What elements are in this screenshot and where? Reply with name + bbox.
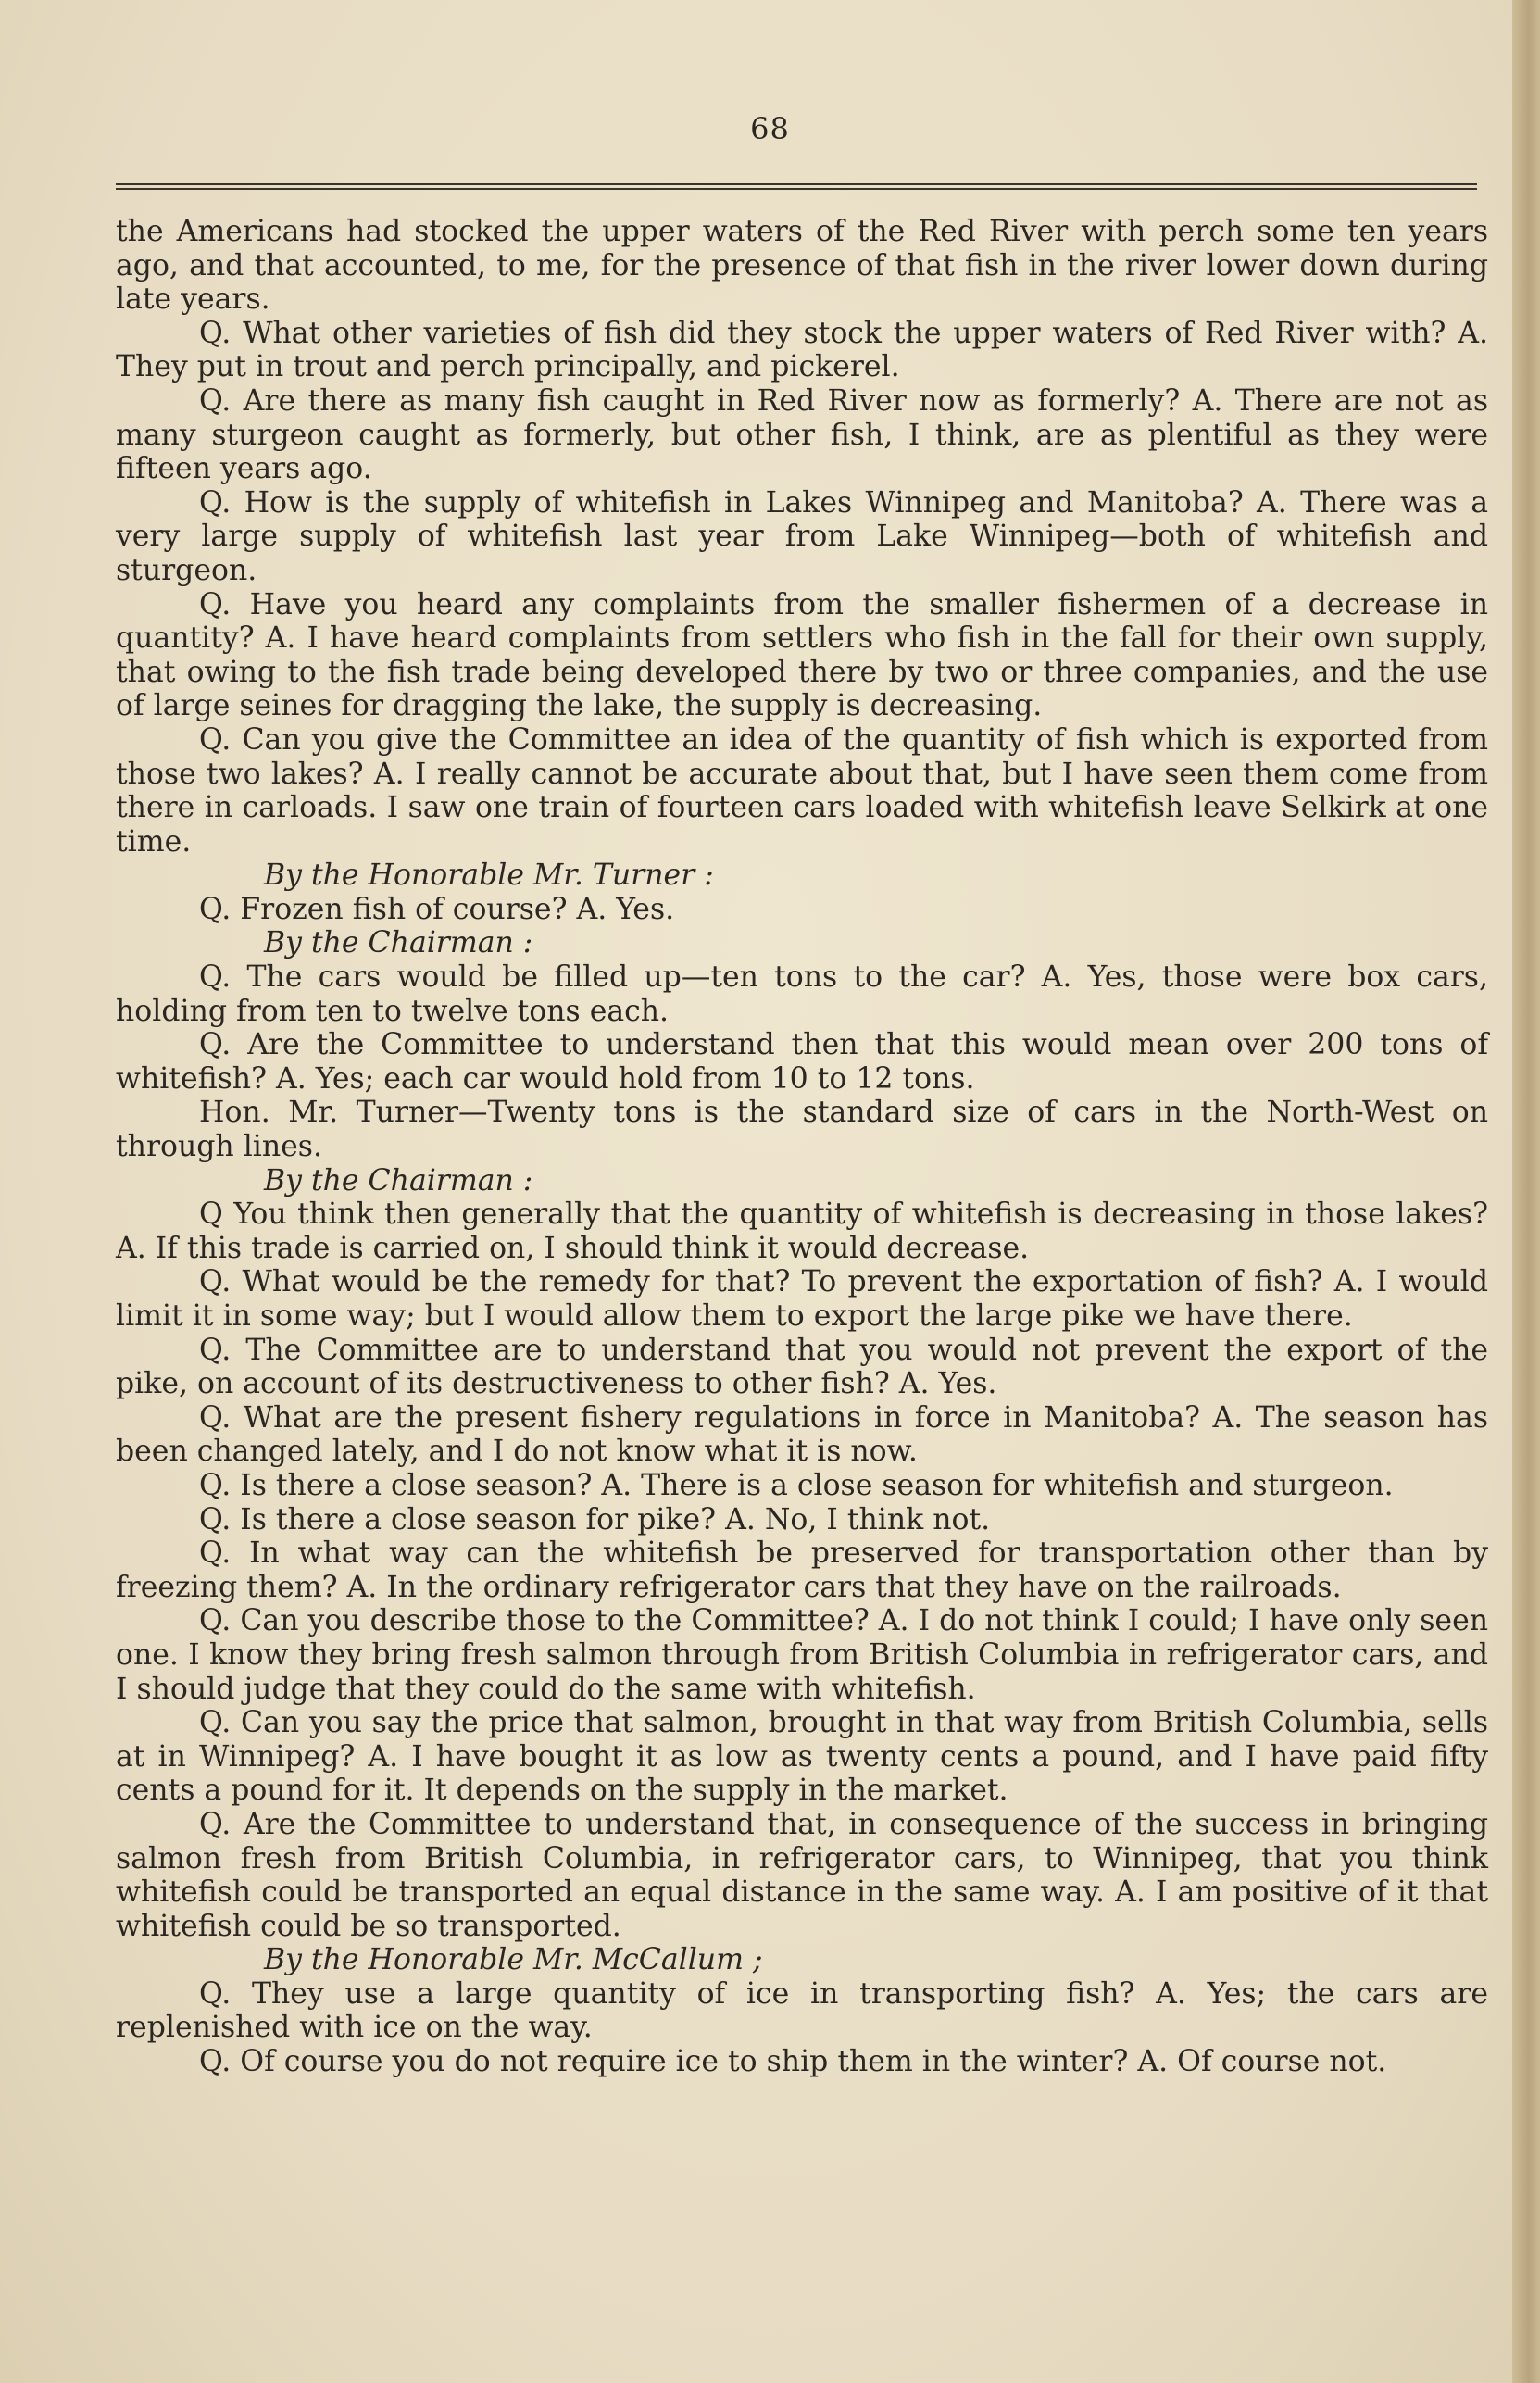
- paragraph: Q. In what way can the whitefish be preserved for transportation other than by freezing them? A. In the ordinary refrigerator cars that they have on the railroads.: [116, 1536, 1488, 1604]
- paragraph: Q. Can you say the price that salmon, brought in that way from British Columbia, sells at in Winnipeg? A. I have bought it as low as twenty cents a pound, and I have paid fifty cents a pound for it. It depends on the supply in the market.: [116, 1706, 1488, 1808]
- paragraph: Q. Is there a close season? A. There is a close season for whitefish and sturgeon.: [199, 1468, 1394, 1502]
- speaker-heading: By the Honorable Mr. McCallum ;: [264, 1943, 763, 1977]
- paragraph: Q. What other varieties of fish did they stock the upper waters of Red River with? A. They put in trout and perch principally, and pickerel.: [116, 316, 1488, 384]
- speaker-heading: By the Chairman :: [264, 1163, 533, 1198]
- paragraph: Q. What would be the remedy for that? To prevent the exportation of fish? A. I would limit it in some way; but I would allow them to export the large pike we have there.: [116, 1265, 1488, 1333]
- paragraph: Q. They use a large quantity of ice in transporting fish? A. Yes; the cars are replenished with ice on the way.: [116, 1976, 1488, 2045]
- paragraph: Q. Have you heard any complaints from the smaller fishermen of a decrease in quantity? A. I have heard complaints from settlers who fish in the fall for their own supply, that owing to the fish trade being developed there by two or three companies, and the use of large seines for dragging the lake, the supply is decreasing.: [116, 587, 1488, 723]
- paragraph: Q. Are there as many fish caught in Red River now as formerly? A. There are not as many sturgeon caught as formerly, but other fish, I think, are as plentiful as they were fifteen years ago.: [116, 383, 1488, 486]
- paragraph: Q. Of course you do not require ice to ship them in the winter? A. Of course not.: [199, 2045, 1387, 2079]
- paragraph: Q. Can you describe those to the Committee? A. I do not think I could; I have only seen one. I know they bring fresh salmon through from British Columbia in refrigerator cars, and I should judge that they could do the same with whitefish.: [116, 1604, 1488, 1706]
- paragraph: Q. Are the Committee to understand that, in consequence of the success in bringing salmon fresh from British Columbia, in refrigerator cars, to Winnipeg, that you think whitefish could be transported an equal distance in the same way. A. I am positive of it that whitefish could be so transported.: [116, 1807, 1488, 1943]
- page-number: 68: [750, 111, 790, 146]
- paragraph: Q. Frozen fish of course? A. Yes.: [199, 892, 675, 926]
- paragraph: Q. The Committee are to understand that you would not prevent the export of the pike, on account of its destructiveness to other fish? A. Yes.: [116, 1333, 1488, 1401]
- header-rule: [116, 183, 1477, 190]
- body-text: [116, 215, 1488, 2079]
- paragraph: Q. Is there a close season for pike? A. No, I think not.: [199, 1502, 991, 1536]
- paragraph: the Americans had stocked the upper waters of the Red River with perch some ten years ago, and that accounted, to me, for the presence of that fish in the river lower down during late years.: [116, 215, 1488, 317]
- page-edge: [1512, 0, 1540, 2383]
- paragraph: Hon. Mr. Turner—Twenty tons is the standard size of cars in the North-West on through lines.: [116, 1096, 1488, 1164]
- paragraph: Q. Are the Committee to understand then that this would mean over 200 tons of whitefish? A. Yes; each car would hold from 10 to 12 tons.: [116, 1028, 1488, 1096]
- paragraph: Q You think then generally that the quantity of whitefish is decreasing in those lakes? A. If this trade is carried on, I should think it would decrease.: [116, 1198, 1488, 1265]
- speaker-heading: By the Chairman :: [264, 926, 533, 960]
- paragraph: Q. The cars would be filled up—ten tons to the car? A. Yes, those were box cars, holding from ten to twelve tons each.: [116, 960, 1488, 1028]
- paragraph: Q. Can you give the Committee an idea of the quantity of fish which is exported from those two lakes? A. I really cannot be accurate about that, but I have seen them come from there in carloads. I saw one train of fourteen cars loaded with whitefish leave Selkirk at one time.: [116, 722, 1488, 859]
- paragraph: Q. How is the supply of whitefish in Lakes Winnipeg and Manitoba? A. There was a very large supply of whitefish last year from Lake Winnipeg—both of whitefish and sturgeon.: [116, 485, 1488, 587]
- speaker-heading: By the Honorable Mr. Turner :: [264, 859, 714, 893]
- paragraph: Q. What are the present fishery regulations in force in Manitoba? A. The season has been changed lately, and I do not know what it is now.: [116, 1400, 1488, 1469]
